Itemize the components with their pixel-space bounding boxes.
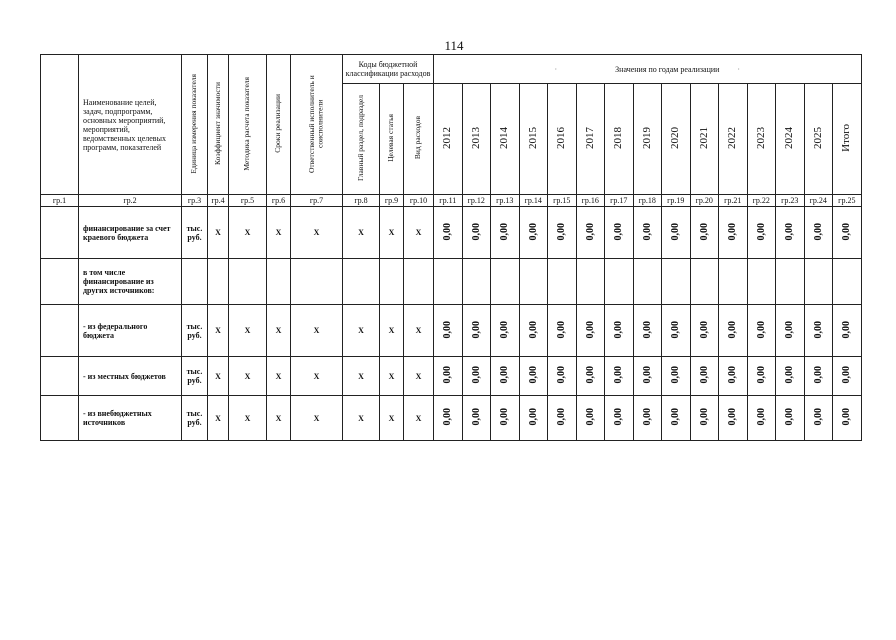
row-value-cell bbox=[662, 259, 691, 305]
row-value: 0,00 bbox=[442, 366, 454, 384]
row-value: 0,00 bbox=[812, 222, 824, 241]
row-value-cell bbox=[633, 396, 662, 441]
row-value: 0,00 bbox=[556, 408, 568, 426]
row-unit: тыс. руб. bbox=[182, 357, 208, 396]
row-mark: Х bbox=[343, 207, 380, 259]
row-mark: Х bbox=[291, 305, 343, 357]
header-budget-col-text: Главный раздел, подраздел bbox=[355, 94, 365, 182]
row-value: 0,00 bbox=[556, 222, 568, 241]
header-year-text: Итого bbox=[840, 124, 853, 152]
header-year bbox=[747, 84, 776, 195]
row-value-cell bbox=[662, 207, 691, 259]
header-budget-group: Коды бюджетной классификации расходов bbox=[343, 55, 434, 84]
header-year bbox=[719, 84, 748, 195]
row-value-cell bbox=[747, 357, 776, 396]
row-value-cell bbox=[690, 357, 719, 396]
row-mark: Х bbox=[229, 357, 267, 396]
row-value: 0,00 bbox=[670, 408, 682, 426]
row-unit bbox=[182, 259, 208, 305]
row-mark: Х bbox=[380, 357, 404, 396]
header-year bbox=[576, 84, 605, 195]
row-value: 0,00 bbox=[784, 366, 796, 384]
row-value: 0,00 bbox=[670, 320, 682, 339]
header-unit-text: Единица измерения показателя bbox=[189, 73, 199, 174]
row-value: 0,00 bbox=[527, 408, 539, 426]
row-value: 0,00 bbox=[527, 320, 539, 339]
row-value: 0,00 bbox=[784, 408, 796, 426]
row-value-cell bbox=[576, 357, 605, 396]
row-mark: Х bbox=[404, 207, 434, 259]
row-value: 0,00 bbox=[613, 408, 625, 426]
row-value-cell bbox=[491, 259, 520, 305]
header-unit bbox=[182, 55, 208, 195]
column-number: гр.4 bbox=[208, 195, 229, 207]
row-value-cell bbox=[519, 207, 548, 259]
row-gr1-cell bbox=[41, 305, 79, 357]
header-year bbox=[434, 84, 463, 195]
row-value-cell bbox=[690, 396, 719, 441]
header-year bbox=[804, 84, 833, 195]
table-row bbox=[41, 259, 862, 305]
row-name: - из внебюджетных источников bbox=[79, 396, 182, 441]
row-value-cell bbox=[747, 207, 776, 259]
header-year bbox=[690, 84, 719, 195]
row-value: 0,00 bbox=[812, 408, 824, 426]
row-value-cell bbox=[605, 305, 634, 357]
row-value-cell bbox=[576, 259, 605, 305]
row-value: 0,00 bbox=[641, 320, 653, 339]
budget-table bbox=[40, 54, 862, 441]
row-value-cell bbox=[662, 305, 691, 357]
row-mark: Х bbox=[208, 357, 229, 396]
column-number: гр.7 bbox=[291, 195, 343, 207]
row-gr1-cell bbox=[41, 207, 79, 259]
row-value: 0,00 bbox=[670, 366, 682, 384]
header-year-text: 2016 bbox=[555, 127, 568, 149]
row-value: 0,00 bbox=[442, 320, 454, 339]
row-value: 0,00 bbox=[499, 408, 511, 426]
row-value: 0,00 bbox=[841, 320, 853, 339]
row-value-cell bbox=[491, 357, 520, 396]
row-mark bbox=[291, 259, 343, 305]
row-value: 0,00 bbox=[613, 222, 625, 241]
row-name: в том числе финансирование из других источников: bbox=[79, 259, 182, 305]
column-number: гр.6 bbox=[267, 195, 291, 207]
row-value-cell bbox=[491, 305, 520, 357]
row-value: 0,00 bbox=[841, 408, 853, 426]
row-value-cell bbox=[519, 305, 548, 357]
row-value: 0,00 bbox=[470, 222, 482, 241]
row-value: 0,00 bbox=[698, 320, 710, 339]
header-budget-col-text: Вид расходов bbox=[413, 116, 423, 160]
row-mark: Х bbox=[229, 305, 267, 357]
row-value-cell bbox=[747, 396, 776, 441]
row-value: 0,00 bbox=[442, 408, 454, 426]
row-value: 0,00 bbox=[584, 320, 596, 339]
row-value-cell bbox=[719, 396, 748, 441]
row-mark: Х bbox=[208, 396, 229, 441]
row-value: 0,00 bbox=[812, 320, 824, 339]
page-number: 114 bbox=[444, 38, 464, 53]
row-mark: Х bbox=[343, 357, 380, 396]
row-value-cell bbox=[605, 207, 634, 259]
column-number: гр.18 bbox=[633, 195, 662, 207]
row-value-cell bbox=[833, 357, 862, 396]
row-mark: Х bbox=[404, 305, 434, 357]
row-mark bbox=[208, 259, 229, 305]
row-value: 0,00 bbox=[470, 366, 482, 384]
row-value-cell bbox=[462, 305, 491, 357]
row-mark bbox=[343, 259, 380, 305]
row-value-cell bbox=[605, 357, 634, 396]
header-executor bbox=[291, 55, 343, 195]
column-number: гр.1 bbox=[41, 195, 79, 207]
column-number: гр.22 bbox=[747, 195, 776, 207]
row-value-cell bbox=[776, 259, 805, 305]
row-value: 0,00 bbox=[470, 408, 482, 426]
column-number: гр.13 bbox=[491, 195, 520, 207]
row-value: 0,00 bbox=[584, 222, 596, 241]
column-number-row bbox=[41, 195, 862, 207]
row-value-cell bbox=[776, 357, 805, 396]
row-value-cell bbox=[776, 305, 805, 357]
row-value: 0,00 bbox=[613, 320, 625, 339]
row-mark: Х bbox=[267, 207, 291, 259]
header-year-text: 2019 bbox=[640, 127, 653, 149]
row-value-cell bbox=[462, 207, 491, 259]
row-name: финансирование за счет краевого бюджета bbox=[79, 207, 182, 259]
header-year bbox=[605, 84, 634, 195]
header-year-text: 2020 bbox=[669, 127, 682, 149]
row-value-cell bbox=[690, 305, 719, 357]
header-budget-col bbox=[380, 84, 404, 195]
header-budget-col-text: Целевая статья bbox=[386, 114, 396, 162]
column-number: гр.15 bbox=[548, 195, 577, 207]
row-value-cell bbox=[576, 396, 605, 441]
column-number: гр.23 bbox=[776, 195, 805, 207]
row-value-cell bbox=[804, 305, 833, 357]
header-year-text: 2012 bbox=[441, 127, 454, 149]
row-value-cell bbox=[833, 259, 862, 305]
header-years-group: · Значения по годам реализации · bbox=[434, 55, 862, 84]
header-year-text: 2014 bbox=[498, 127, 511, 149]
row-value-cell bbox=[633, 305, 662, 357]
row-value: 0,00 bbox=[641, 222, 653, 241]
row-mark: Х bbox=[267, 357, 291, 396]
header-year bbox=[776, 84, 805, 195]
row-value-cell bbox=[804, 396, 833, 441]
row-mark: Х bbox=[404, 396, 434, 441]
header-coef-text: Коэффициент значимости bbox=[212, 82, 222, 165]
row-value-cell bbox=[434, 357, 463, 396]
table-row bbox=[41, 305, 862, 357]
header-year-text: 2025 bbox=[811, 127, 824, 149]
row-value-cell bbox=[719, 207, 748, 259]
row-mark: Х bbox=[229, 396, 267, 441]
row-value-cell bbox=[434, 259, 463, 305]
row-unit: тыс. руб. bbox=[182, 396, 208, 441]
row-value-cell bbox=[833, 396, 862, 441]
row-value: 0,00 bbox=[841, 366, 853, 384]
row-unit: тыс. руб. bbox=[182, 207, 208, 259]
header-year-text: 2024 bbox=[783, 127, 796, 149]
row-value-cell bbox=[462, 259, 491, 305]
row-value: 0,00 bbox=[755, 408, 767, 426]
row-value-cell bbox=[776, 207, 805, 259]
row-value-cell bbox=[548, 207, 577, 259]
row-value: 0,00 bbox=[698, 366, 710, 384]
row-mark: Х bbox=[291, 396, 343, 441]
row-value-cell bbox=[548, 259, 577, 305]
row-value: 0,00 bbox=[841, 222, 853, 241]
row-value-cell bbox=[804, 357, 833, 396]
row-value: 0,00 bbox=[499, 366, 511, 384]
row-value-cell bbox=[548, 396, 577, 441]
row-value: 0,00 bbox=[584, 408, 596, 426]
header-year-text: 2021 bbox=[697, 127, 710, 149]
row-value: 0,00 bbox=[442, 222, 454, 241]
table-row bbox=[41, 396, 862, 441]
header-year-text: 2017 bbox=[583, 127, 596, 149]
row-value: 0,00 bbox=[641, 366, 653, 384]
row-mark: Х bbox=[380, 207, 404, 259]
column-number: гр.19 bbox=[662, 195, 691, 207]
row-mark: Х bbox=[291, 207, 343, 259]
header-executor-text: Ответственный исполнитель и соисполнители bbox=[307, 74, 325, 173]
header-years-group-text: Значения по годам реализации bbox=[615, 64, 720, 74]
row-mark: Х bbox=[343, 305, 380, 357]
row-value: 0,00 bbox=[784, 222, 796, 241]
column-number: гр.25 bbox=[833, 195, 862, 207]
column-number: гр.11 bbox=[434, 195, 463, 207]
column-number: гр.24 bbox=[804, 195, 833, 207]
row-value-cell bbox=[576, 305, 605, 357]
row-value-cell bbox=[434, 207, 463, 259]
header-year bbox=[491, 84, 520, 195]
header-year-text: 2022 bbox=[726, 127, 739, 149]
row-gr1-cell bbox=[41, 259, 79, 305]
header-year bbox=[833, 84, 862, 195]
column-number: гр.12 bbox=[462, 195, 491, 207]
row-value-cell bbox=[519, 396, 548, 441]
row-value-cell bbox=[776, 396, 805, 441]
row-value-cell bbox=[633, 207, 662, 259]
header-terms-text: Сроки реализации bbox=[273, 94, 283, 153]
header-year bbox=[462, 84, 491, 195]
row-value: 0,00 bbox=[641, 408, 653, 426]
row-mark bbox=[267, 259, 291, 305]
row-value-cell bbox=[804, 207, 833, 259]
row-value: 0,00 bbox=[499, 320, 511, 339]
row-value-cell bbox=[491, 396, 520, 441]
row-mark: Х bbox=[404, 357, 434, 396]
row-value-cell bbox=[548, 305, 577, 357]
column-number: гр.20 bbox=[690, 195, 719, 207]
row-value-cell bbox=[690, 207, 719, 259]
row-value-cell bbox=[833, 207, 862, 259]
row-value: 0,00 bbox=[812, 366, 824, 384]
column-number: гр.2 bbox=[79, 195, 182, 207]
row-value-cell bbox=[747, 305, 776, 357]
column-number: гр.3 bbox=[182, 195, 208, 207]
row-mark bbox=[229, 259, 267, 305]
header-year-text: 2023 bbox=[754, 127, 767, 149]
row-value: 0,00 bbox=[499, 222, 511, 241]
column-number: гр.17 bbox=[605, 195, 634, 207]
row-value-cell bbox=[690, 259, 719, 305]
header-year bbox=[548, 84, 577, 195]
row-value-cell bbox=[462, 396, 491, 441]
row-value-cell bbox=[747, 259, 776, 305]
row-value-cell bbox=[548, 357, 577, 396]
row-name: - из федерального бюджета bbox=[79, 305, 182, 357]
row-value-cell bbox=[719, 259, 748, 305]
header-year bbox=[633, 84, 662, 195]
table-row bbox=[41, 207, 862, 259]
row-value-cell bbox=[605, 259, 634, 305]
row-value-cell bbox=[434, 305, 463, 357]
row-value: 0,00 bbox=[527, 366, 539, 384]
row-value-cell bbox=[719, 357, 748, 396]
column-number: гр.21 bbox=[719, 195, 748, 207]
row-mark: Х bbox=[229, 207, 267, 259]
row-mark: Х bbox=[267, 396, 291, 441]
table-row bbox=[41, 357, 862, 396]
column-number: гр.16 bbox=[576, 195, 605, 207]
row-value: 0,00 bbox=[727, 366, 739, 384]
row-unit: тыс. руб. bbox=[182, 305, 208, 357]
row-mark: Х bbox=[291, 357, 343, 396]
row-value-cell bbox=[519, 259, 548, 305]
header-budget-col bbox=[343, 84, 380, 195]
row-value: 0,00 bbox=[727, 320, 739, 339]
header-coef bbox=[208, 55, 229, 195]
row-mark bbox=[380, 259, 404, 305]
row-value: 0,00 bbox=[755, 222, 767, 241]
row-name: - из местных бюджетов bbox=[79, 357, 182, 396]
row-value: 0,00 bbox=[556, 366, 568, 384]
row-value-cell bbox=[833, 305, 862, 357]
row-value: 0,00 bbox=[755, 320, 767, 339]
row-mark: Х bbox=[380, 396, 404, 441]
header-method bbox=[229, 55, 267, 195]
row-value-cell bbox=[662, 396, 691, 441]
row-gr1-cell bbox=[41, 357, 79, 396]
row-gr1-cell bbox=[41, 396, 79, 441]
header-year-text: 2018 bbox=[612, 127, 625, 149]
row-mark: Х bbox=[343, 396, 380, 441]
row-value: 0,00 bbox=[670, 222, 682, 241]
row-value: 0,00 bbox=[470, 320, 482, 339]
row-mark: Х bbox=[380, 305, 404, 357]
row-value: 0,00 bbox=[727, 222, 739, 241]
header-gr1 bbox=[41, 55, 79, 195]
row-value-cell bbox=[462, 357, 491, 396]
header-row-top bbox=[41, 55, 862, 84]
header-year bbox=[519, 84, 548, 195]
row-value: 0,00 bbox=[556, 320, 568, 339]
column-number: гр.14 bbox=[519, 195, 548, 207]
row-value-cell bbox=[804, 259, 833, 305]
row-value-cell bbox=[633, 259, 662, 305]
column-number: гр.8 bbox=[343, 195, 380, 207]
row-value-cell bbox=[491, 207, 520, 259]
row-value-cell bbox=[662, 357, 691, 396]
row-mark bbox=[404, 259, 434, 305]
header-name: Наименование целей, задач, подпрограмм, основных мероприятий, мероприятий, ведомственных целевых программ, показателей bbox=[79, 55, 182, 195]
header-budget-col bbox=[404, 84, 434, 195]
column-number: гр.10 bbox=[404, 195, 434, 207]
header-terms bbox=[267, 55, 291, 195]
column-number: гр.5 bbox=[229, 195, 267, 207]
row-value: 0,00 bbox=[613, 366, 625, 384]
header-year-text: 2013 bbox=[469, 127, 482, 149]
row-value: 0,00 bbox=[527, 222, 539, 241]
row-value: 0,00 bbox=[727, 408, 739, 426]
row-value-cell bbox=[519, 357, 548, 396]
header-method-text: Методика расчета показателя bbox=[242, 76, 252, 171]
row-value: 0,00 bbox=[784, 320, 796, 339]
column-number: гр.9 bbox=[380, 195, 404, 207]
header-year bbox=[662, 84, 691, 195]
row-value: 0,00 bbox=[698, 222, 710, 241]
row-value-cell bbox=[576, 207, 605, 259]
row-mark: Х bbox=[208, 305, 229, 357]
row-value-cell bbox=[605, 396, 634, 441]
row-mark: Х bbox=[267, 305, 291, 357]
row-value: 0,00 bbox=[584, 366, 596, 384]
header-year-text: 2015 bbox=[526, 127, 539, 149]
row-value-cell bbox=[434, 396, 463, 441]
row-value-cell bbox=[719, 305, 748, 357]
row-mark: Х bbox=[208, 207, 229, 259]
row-value-cell bbox=[633, 357, 662, 396]
row-value: 0,00 bbox=[698, 408, 710, 426]
row-value: 0,00 bbox=[755, 366, 767, 384]
